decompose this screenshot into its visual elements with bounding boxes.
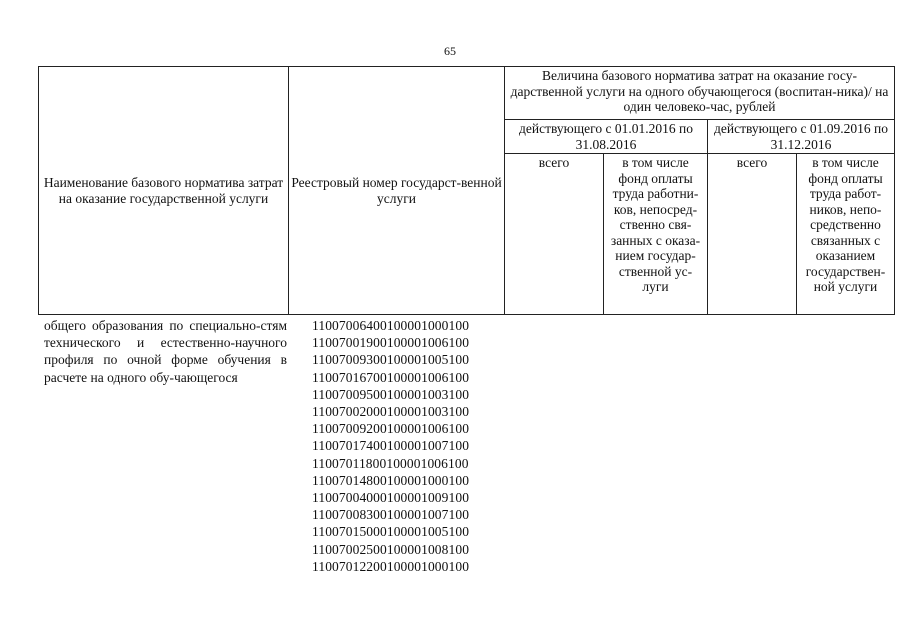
registry-code: 11007015000100001005100 (312, 524, 470, 540)
registry-code: 11007017400100001007100 (312, 438, 470, 454)
registry-code: 11007001900100001006100 (312, 335, 470, 351)
header-table (38, 66, 895, 315)
registry-code: 11007008300100001007100 (312, 507, 470, 523)
column-value-header: Величина базового норматива затрат на оказание госу-дарственной услуги на одного обучающегося (воспитан-ника)/ на один человеко-час, рублей (505, 67, 895, 120)
registry-code: 11007002500100001008100 (312, 541, 470, 557)
period-1-header: действующего с 01.01.2016 по 31.08.2016 (505, 120, 708, 154)
registry-code: 11007009300100001005100 (312, 352, 470, 368)
registry-code: 11007002000100001003100 (312, 404, 470, 420)
registry-code: 11007009200100001006100 (312, 421, 470, 437)
period-2-header: действующего с 01.09.2016 по 31.12.2016 (708, 120, 895, 154)
registry-code: 11007012200100001000100 (312, 558, 470, 574)
registry-code: 11007014800100001000100 (312, 472, 470, 488)
registry-codes-list (312, 317, 492, 575)
registry-code: 11007009500100001003100 (312, 386, 470, 402)
registry-code: 11007004000100001009100 (312, 490, 470, 506)
p2-total-header: всего (708, 154, 797, 315)
service-name-cell: общего образования по специально-стям технического и естественно-научного профиля по очной форме обучения в расчете на одного обу-чающегося (44, 318, 287, 385)
page-number: 65 (444, 44, 456, 58)
column-registry-header: Реестровый номер государст-венной услуги (289, 67, 505, 315)
registry-code: 11007016700100001006100 (312, 369, 470, 385)
column-name-header: Наименование базового норматива затрат на оказание государственной услуги (39, 67, 289, 315)
p1-included-header: в том числе фонд оплаты труда работни-ков, непосред-ственно свя-занных с оказа-нием государ-ственной ус-луги (604, 154, 708, 315)
p1-total-header: всего (505, 154, 604, 315)
registry-code: 11007006400100001000100 (312, 318, 470, 333)
registry-code: 11007011800100001006100 (312, 455, 469, 471)
p2-included-header: в том числе фонд оплаты труда работ-ников, непо-средственно связанных с оказанием государствен-ной услуги (797, 154, 895, 315)
